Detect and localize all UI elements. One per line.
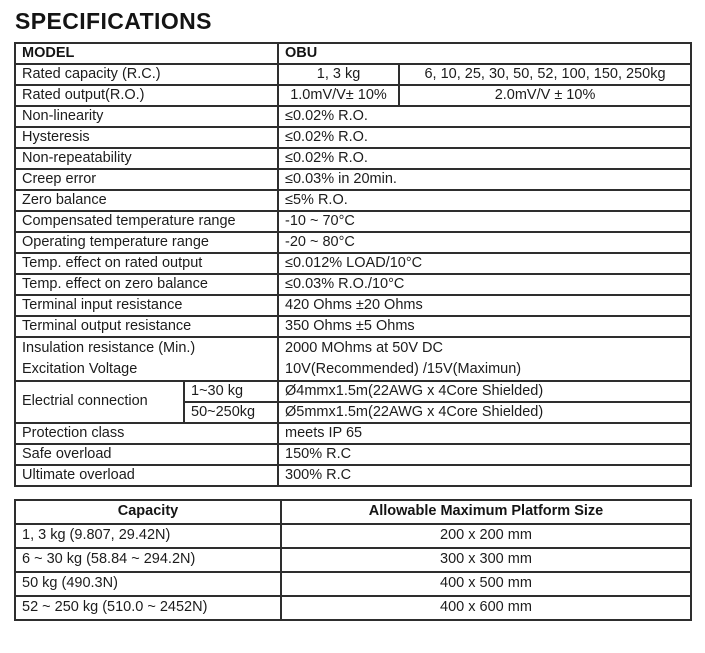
table-row — [15, 253, 691, 274]
table-row — [15, 64, 691, 85]
platform-size-cell: 400 x 500 mm — [281, 572, 691, 596]
table-row — [15, 295, 691, 316]
platform-size-cell: 200 x 200 mm — [281, 524, 691, 548]
row-label: Zero balance — [15, 190, 278, 211]
table-row — [15, 572, 691, 596]
row-value: meets IP 65 — [278, 423, 691, 444]
row-label: Creep error — [15, 169, 278, 190]
excitation-voltage-label: Excitation Voltage — [22, 360, 138, 377]
capacity-range-label: 1~30 kg — [184, 381, 278, 402]
row-value: 420 Ohms ±20 Ohms — [278, 295, 691, 316]
model-value: OBU — [278, 43, 691, 64]
table-row — [15, 43, 691, 64]
model-label: MODEL — [15, 43, 278, 64]
table-row — [15, 444, 691, 465]
capacity-cell: 50 kg (490.3N) — [15, 572, 281, 596]
platform-size-cell: 400 x 600 mm — [281, 596, 691, 620]
row-value: -10 ~ 70°C — [278, 211, 691, 232]
page-title: SPECIFICATIONS — [15, 8, 212, 34]
row-label: Safe overload — [15, 444, 278, 465]
excitation-voltage-value: 10V(Recommended) /15V(Maximun) — [285, 360, 522, 377]
capacity-cell: 6 ~ 30 kg (58.84 ~ 294.2N) — [15, 548, 281, 572]
row-value: ≤0.02% R.O. — [278, 148, 691, 169]
table-row — [15, 423, 691, 444]
row-value: ≤0.012% LOAD/10°C — [278, 253, 691, 274]
row-value: ≤5% R.O. — [278, 190, 691, 211]
row-label: Protection class — [15, 423, 278, 444]
row-label: Rated capacity (R.C.) — [15, 64, 278, 85]
row-value: ≤0.03% R.O./10°C — [278, 274, 691, 295]
capacity-range-label: 50~250kg — [184, 402, 278, 423]
row-value-low-range: 1.0mV/V± 10% — [278, 85, 399, 106]
cable-spec-value: Ø5mmx1.5m(22AWG x 4Core Shielded) — [278, 402, 691, 423]
table-row — [15, 524, 691, 548]
row-value-high-range: 2.0mV/V ± 10% — [399, 85, 691, 106]
row-value: ≤0.02% R.O. — [278, 106, 691, 127]
row-label: Terminal output resistance — [15, 316, 278, 337]
row-label: Terminal input resistance — [15, 295, 278, 316]
row-value-low-range: 1, 3 kg — [278, 64, 399, 85]
row-label: Non-linearity — [15, 106, 278, 127]
table-row — [15, 127, 691, 148]
row-label: Temp. effect on rated output — [15, 253, 278, 274]
row-label: Non-repeatability — [15, 148, 278, 169]
row-value: 300% R.C — [278, 465, 691, 486]
row-label: Temp. effect on zero balance — [15, 274, 278, 295]
row-value: ≤0.02% R.O. — [278, 127, 691, 148]
table-header-row — [15, 500, 691, 524]
capacity-cell: 52 ~ 250 kg (510.0 ~ 2452N) — [15, 596, 281, 620]
row-label: Rated output(R.O.) — [15, 85, 278, 106]
platform-size-cell: 300 x 300 mm — [281, 548, 691, 572]
table-row — [15, 106, 691, 127]
table-row — [15, 548, 691, 572]
platform-size-column-header: Allowable Maximum Platform Size — [281, 500, 691, 524]
row-label: Operating temperature range — [15, 232, 278, 253]
table-row — [15, 190, 691, 211]
row-label: Compensated temperature range — [15, 211, 278, 232]
table-row-insulation-excitation — [15, 337, 691, 381]
row-label-pair — [15, 337, 278, 381]
cable-spec-value: Ø4mmx1.5m(22AWG x 4Core Shielded) — [278, 381, 691, 402]
row-value: 150% R.C — [278, 444, 691, 465]
row-value-high-range: 6, 10, 25, 30, 50, 52, 100, 150, 250kg — [399, 64, 691, 85]
row-value: -20 ~ 80°C — [278, 232, 691, 253]
capacity-column-header: Capacity — [15, 500, 281, 524]
row-value: ≤0.03% in 20min. — [278, 169, 691, 190]
electrical-connection-label: Electrial connection — [15, 381, 184, 423]
table-row — [15, 232, 691, 253]
row-value: 350 Ohms ±5 Ohms — [278, 316, 691, 337]
insulation-resistance-label: Insulation resistance (Min.) — [22, 339, 196, 356]
row-label: Hysteresis — [15, 127, 278, 148]
row-label: Ultimate overload — [15, 465, 278, 486]
row-value-pair — [278, 337, 691, 381]
table-row — [15, 148, 691, 169]
insulation-resistance-value: 2000 MOhms at 50V DC — [285, 339, 443, 356]
table-row — [15, 465, 691, 486]
table-row-electrical-1 — [15, 381, 691, 402]
capacity-cell: 1, 3 kg (9.807, 29.42N) — [15, 524, 281, 548]
table-row — [15, 274, 691, 295]
table-row — [15, 316, 691, 337]
specifications-table — [14, 42, 692, 487]
table-row — [15, 169, 691, 190]
table-row — [15, 596, 691, 620]
table-row — [15, 85, 691, 106]
table-row — [15, 211, 691, 232]
capacity-platform-table — [14, 499, 692, 621]
